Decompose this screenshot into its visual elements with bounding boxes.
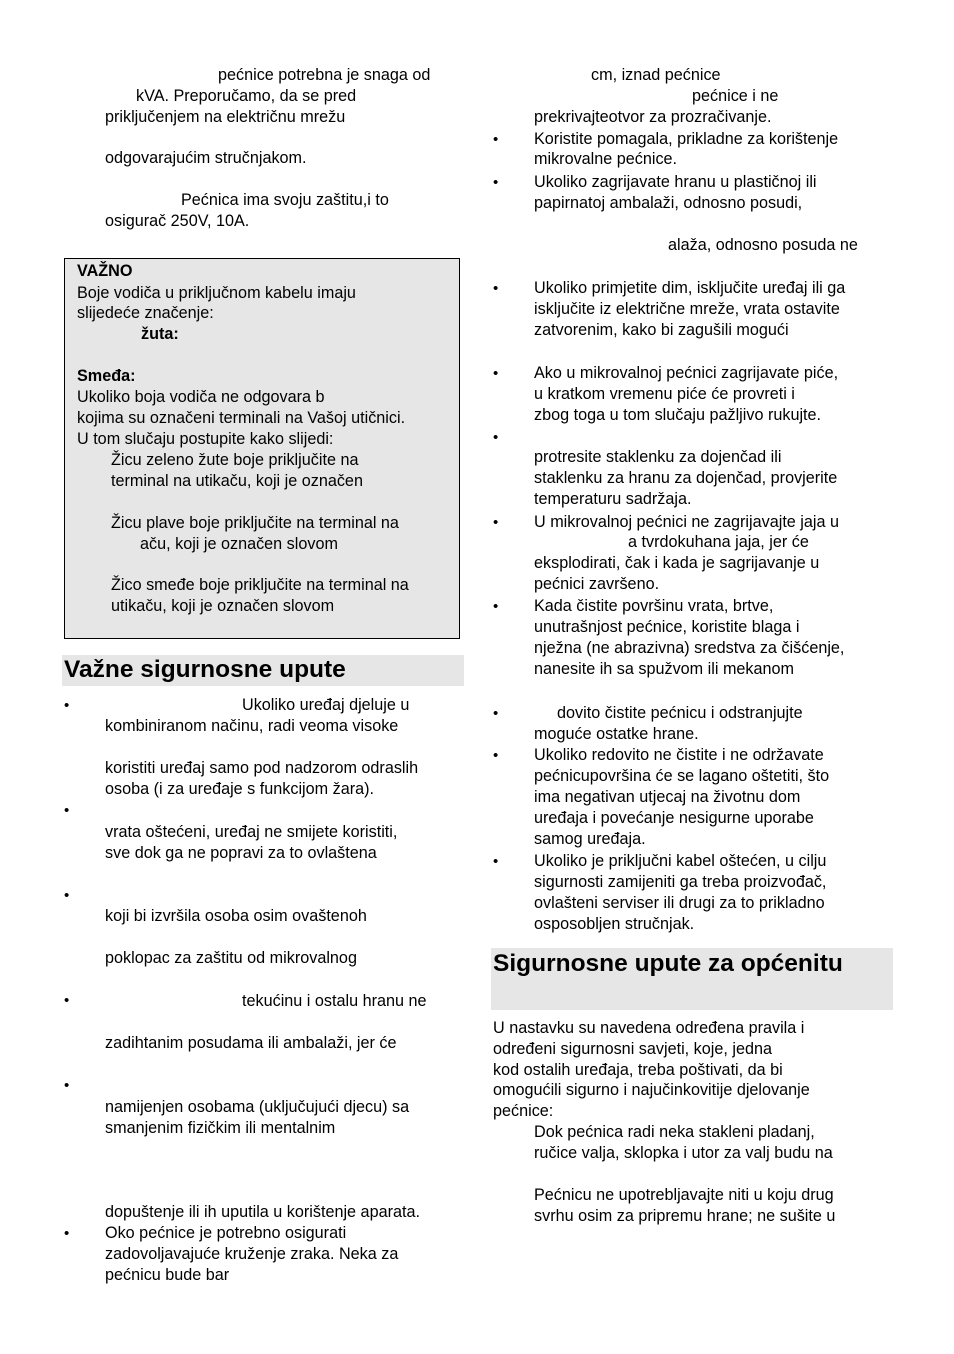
bullet-marker: • (493, 280, 499, 297)
text-line: U nastavku su navedena određena pravila i (493, 1019, 805, 1037)
text-line: dopuštenje ili ih uputila u korištenje aparata. (105, 1203, 420, 1221)
text-line: smanjenim fizičkim ili mentalnim (105, 1119, 336, 1137)
text-line: aču, koji je označen slovom (140, 535, 338, 553)
bullet-marker: • (493, 174, 499, 191)
text-line: samog uređaja. (534, 830, 646, 848)
text-line: Žico smeđe boje priključite na terminal na (111, 576, 409, 594)
text-line: nježna (ne abrazivna) sredstva za čišćenje, (534, 639, 845, 657)
text-line: unutrašnjost pećnice, koristite blaga i (534, 618, 800, 636)
bullet-marker: • (493, 598, 499, 615)
text-line: uređaja i povećanje nesigurne uporabe (534, 809, 814, 827)
text-line: isključite iz električne mreže, vrata ostavite (534, 300, 840, 318)
bullet-marker: • (493, 705, 499, 722)
text-line: namijenjen osobama (uključujući djecu) sa (105, 1098, 410, 1116)
text-line: Žicu plave boje priključite na terminal na (111, 514, 399, 532)
text-line: u kratkom vremenu piće će provreti i (534, 385, 795, 403)
text-line: prekrivajteotvor za prozračivanje. (534, 108, 772, 126)
text-line: sve dok ga ne popravi za to ovlaštena (105, 844, 377, 862)
text-line: osoba (i za uređaje s funkcijom žara). (105, 780, 375, 798)
text-line: priključenjem na električnu mrežu (105, 108, 346, 126)
bullet-marker: • (64, 992, 70, 1009)
text-line: Ukoliko je priključni kabel oštećen, u cilju (534, 852, 827, 870)
text-line: Boje vodiča u priključnom kabelu imaju (77, 284, 356, 302)
bullet-marker: • (64, 1225, 70, 1242)
text-line: zadovoljavajuće kruženje zraka. Neka za (105, 1245, 399, 1263)
text-line: kod ostalih uređaja, treba poštivati, da bi (493, 1061, 783, 1079)
text-line: terminal na utikaču, koji je označen (111, 472, 363, 490)
text-line: Kada čistite površinu vrata, brtve, (534, 597, 774, 615)
text-line: Ako u mikrovalnoj pećnici zagrijavate piće, (534, 364, 839, 382)
text-line: koji bi izvršila osoba osim ovaštenoh (105, 907, 367, 925)
text-line: vrata oštećeni, uređaj ne smijete koristiti, (105, 823, 398, 841)
text-line: tekućinu i ostalu hranu ne (242, 992, 427, 1010)
text-line: temperaturu sadržaja. (534, 490, 692, 508)
text-line: Ukoliko primjetite dim, isključite uređaj ili ga (534, 279, 846, 297)
text-line: utikaču, koji je označen slovom (111, 597, 335, 615)
text-line: pećnici završeno. (534, 575, 660, 593)
text-line: Pećnicu ne upotrebljavajte niti u koju drug (534, 1186, 834, 1204)
text-line: ručice valja, sklopka i utor za valj budu na (534, 1144, 833, 1162)
bullet-marker: • (64, 802, 70, 819)
text-line: cm, iznad pećnice (591, 66, 721, 84)
text-line: zbog toga u tom slučaju pažljivo rukujte. (534, 406, 822, 424)
text-line: dovito čistite pećnicu i odstranjujte (557, 704, 803, 722)
text-line: nanesite ih sa spužvom ili mekanom (534, 660, 795, 678)
text-line: eksplodirati, čak i kada je sagrijavanje u (534, 554, 820, 572)
text-line: Žicu zeleno žute boje priključite na (111, 451, 359, 469)
text-line: Pećnica ima svoju zaštitu,i to (181, 191, 389, 209)
text-line: pećnicupovršina će se lagano oštetiti, što (534, 767, 830, 785)
text-line: sigurnosti zamijeniti ga treba proizvođač, (534, 873, 827, 891)
text-line: Dok pećnica radi neka stakleni pladanj, (534, 1123, 815, 1141)
text-line: Ukoliko redovito ne čistite i ne održavate (534, 746, 824, 764)
text-line: protresite staklenku za dojenčad ili (534, 448, 782, 466)
bullet-marker: • (493, 853, 499, 870)
bullet-marker: • (493, 365, 499, 382)
text-line: pećnice: (493, 1102, 554, 1120)
text-line: kombiniranom načinu, radi veoma visoke (105, 717, 399, 735)
text-line: Koristite pomagala, prikladne za korištenje (534, 130, 839, 148)
text-line: ovlašteni serviser ili drugi za to prikladno (534, 894, 825, 912)
text-line: papirnatoj ambalaži, odnosno posudi, (534, 194, 803, 212)
text-line: kVA. Preporučamo, da se pred (136, 87, 357, 105)
text-line: kojima su označeni terminali na Vašoj utičnici. (77, 409, 406, 427)
wire-label-yellow: žuta: (141, 325, 179, 343)
text-line: osposobljen stručnjak. (534, 915, 695, 933)
text-line: odgovarajućim stručnjakom. (105, 149, 307, 167)
text-line: zatvorenim, kako bi zagušili mogući (534, 321, 789, 339)
bullet-marker: • (493, 131, 499, 148)
section-heading-general-safety: Sigurnosne upute za općenitu (491, 948, 893, 1010)
text-line: moguće ostatke hrane. (534, 725, 699, 743)
bullet-marker: • (493, 747, 499, 764)
text-line: osigurač 250V, 10A. (105, 212, 250, 230)
bullet-marker: • (64, 887, 70, 904)
text-line: slijedeće značenje: (77, 304, 214, 322)
important-title: VAŽNO (77, 262, 133, 280)
bullet-marker: • (493, 514, 499, 531)
text-line: Ukoliko zagrijavate hranu u plastičnoj ili (534, 173, 817, 191)
text-line: a tvrdokuhana jaja, jer će (628, 533, 809, 551)
bullet-marker: • (493, 429, 499, 446)
text-line: pećnice potrebna je snaga od (218, 66, 431, 84)
section-heading-safety: Važne sigurnosne upute (62, 655, 464, 686)
text-line: ima negativan utjecaj na životnu dom (534, 788, 801, 806)
text-line: Ukoliko uređaj djeluje u (242, 696, 410, 714)
bullet-marker: • (64, 697, 70, 714)
text-line: staklenku za hranu za dojenčad, provjerite (534, 469, 838, 487)
text-line: koristiti uređaj samo pod nadzorom odraslih (105, 759, 419, 777)
text-line: svrhu osim za pripremu hrane; ne sušite u (534, 1207, 836, 1225)
text-line: pećnice i ne (692, 87, 779, 105)
text-line: zadihtanim posudama ili ambalaži, jer će (105, 1034, 397, 1052)
text-line: U mikrovalnoj pećnici ne zagrijavajte jaja u (534, 513, 840, 531)
text-line: Ukoliko boja vodiča ne odgovara b (77, 388, 325, 406)
text-line: omogućili sigurno i najučinkovitije djelovanje (493, 1081, 810, 1099)
text-line: određeni sigurnosni savjeti, koje, jedna (493, 1040, 772, 1058)
text-line: U tom slučaju postupite kako slijedi: (77, 430, 334, 448)
text-line: mikrovalne pećnice. (534, 150, 678, 168)
text-line: pećnicu bude bar (105, 1266, 230, 1284)
text-line: poklopac za zaštitu od mikrovalnog (105, 949, 357, 967)
bullet-marker: • (64, 1077, 70, 1094)
text-line: Oko pećnice je potrebno osigurati (105, 1224, 347, 1242)
wire-label-brown: Smeđa: (77, 367, 136, 385)
text-line: alaža, odnosno posuda ne (668, 236, 858, 254)
